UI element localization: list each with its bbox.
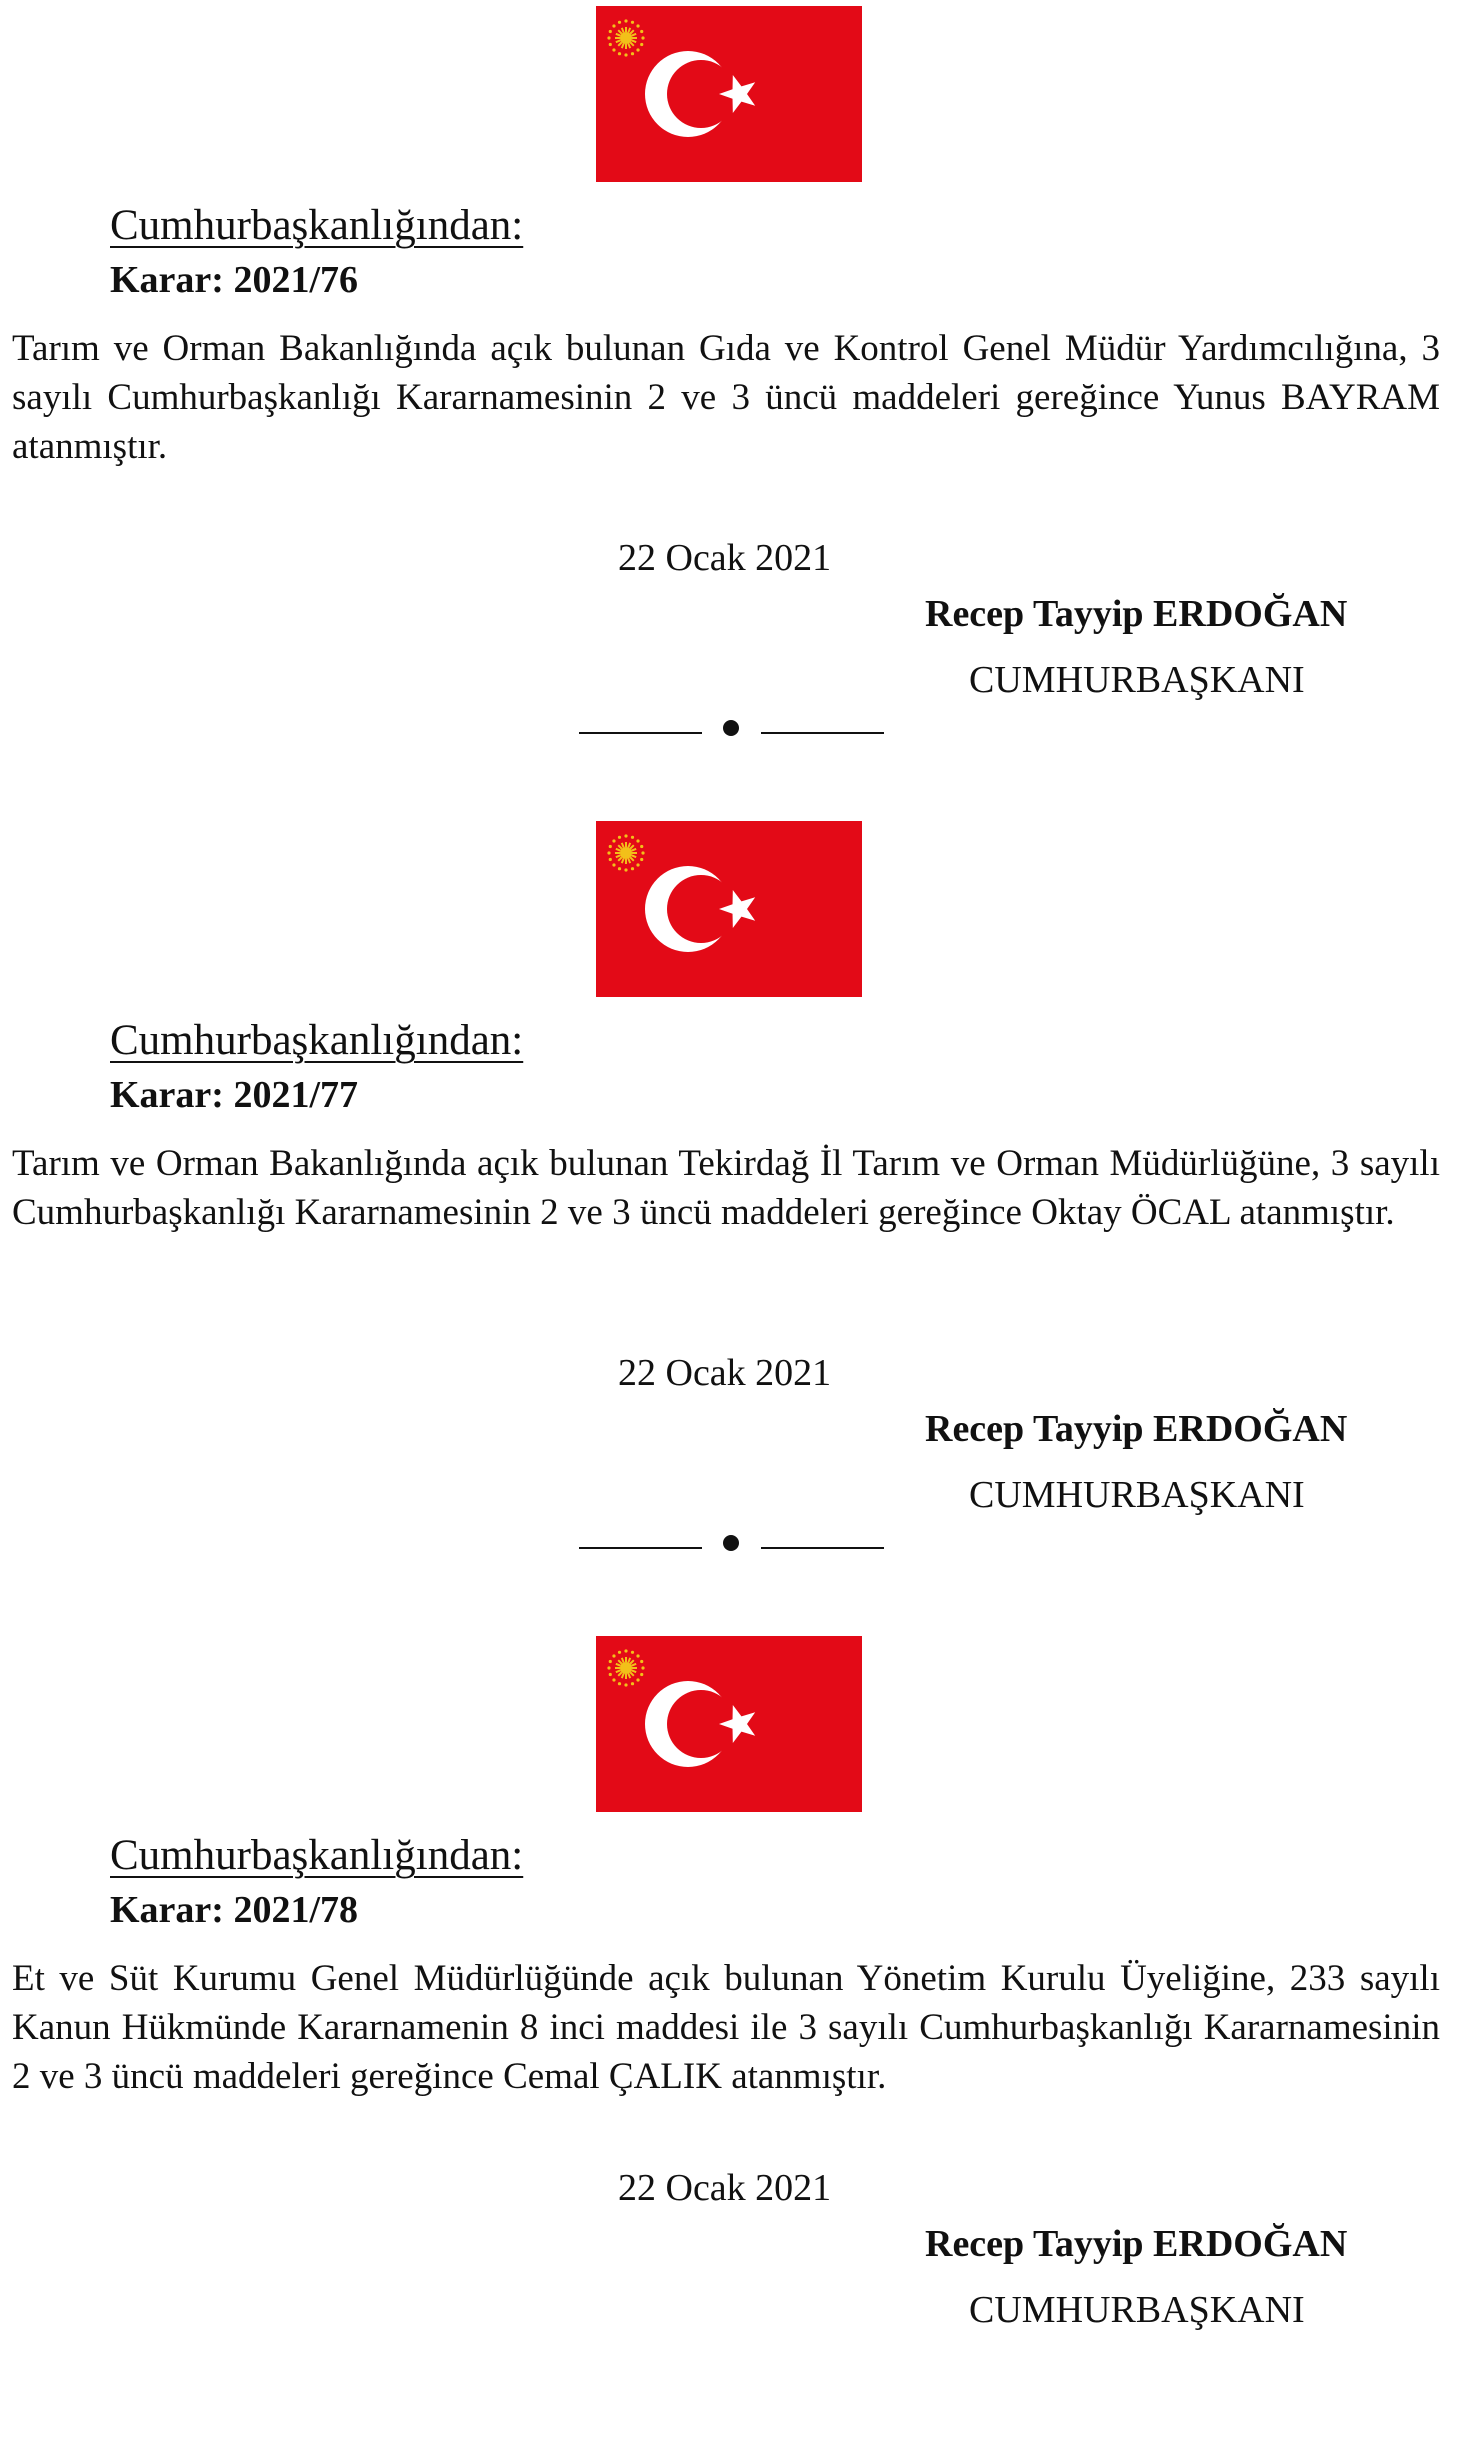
signer-title: CUMHURBAŞKANI — [969, 2289, 1305, 2331]
decree-heading: Cumhurbaşkanlığından: — [110, 1017, 524, 1064]
decree-heading: Cumhurbaşkanlığından: — [110, 202, 524, 249]
decree-date: 22 Ocak 2021 — [618, 537, 832, 579]
decree-date: 22 Ocak 2021 — [618, 1352, 832, 1394]
separator-line — [579, 1547, 702, 1549]
decree-body: Et ve Süt Kurumu Genel Müdürlüğünde açık bulunan Yönetim Kurulu Üyeliğine, 233 sayılı Kanun Hükmünde Kararnamenin 8 inci maddesi ile 3 sayılı Cumhurbaşkanlığı Kararnamesinin 2 ve 3 üncü maddeleri gereğince Cemal ÇALIK atanmıştır. — [12, 1958, 1440, 2097]
signer-name: Recep Tayyip ERDOĞAN — [925, 593, 1348, 635]
dot-separator-icon — [579, 718, 884, 744]
signer-title: CUMHURBAŞKANI — [969, 659, 1305, 701]
separator-line — [761, 732, 884, 734]
separator-dot — [723, 1535, 739, 1551]
presidential-flag-icon — [596, 821, 862, 997]
decree-number: Karar: 2021/78 — [110, 1889, 359, 1931]
decree-body: Tarım ve Orman Bakanlığında açık bulunan Tekirdağ İl Tarım ve Orman Müdürlüğüne, 3 sayılı Cumhurbaşkanlığı Kararnamesinin 2 ve 3 üncü maddeleri gereğince Oktay ÖCAL atanmıştır. — [12, 1143, 1440, 1233]
crescent-icon — [645, 1681, 731, 1767]
signer-name: Recep Tayyip ERDOĞAN — [925, 1408, 1348, 1450]
separator-line — [761, 1547, 884, 1549]
decree-number: Karar: 2021/77 — [110, 1074, 359, 1116]
crescent-icon — [645, 866, 731, 952]
separator-line — [579, 732, 702, 734]
decree-number: Karar: 2021/76 — [110, 259, 359, 301]
flag-graphic — [596, 821, 862, 997]
separator-dot — [723, 720, 739, 736]
flag-graphic — [596, 6, 862, 182]
flag-graphic — [596, 1636, 862, 1812]
crescent-icon — [645, 51, 731, 137]
signer-name: Recep Tayyip ERDOĞAN — [925, 2223, 1348, 2265]
presidential-flag-icon — [596, 1636, 862, 1812]
signer-title: CUMHURBAŞKANI — [969, 1474, 1305, 1516]
decree-2021-78 — [0, 1630, 1458, 2445]
dot-separator-icon — [579, 1533, 884, 1559]
decree-2021-77 — [0, 815, 1458, 1630]
decree-heading: Cumhurbaşkanlığından: — [110, 1832, 524, 1879]
decree-date: 22 Ocak 2021 — [618, 2167, 832, 2209]
presidential-flag-icon — [596, 6, 862, 182]
decree-2021-76 — [0, 0, 1458, 815]
decree-body: Tarım ve Orman Bakanlığında açık bulunan Gıda ve Kontrol Genel Müdür Yardımcılığına, 3 sayılı Cumhurbaşkanlığı Kararnamesinin 2 ve 3 üncü maddeleri gereğince Yunus BAYRAM atanmıştır. — [12, 328, 1440, 467]
